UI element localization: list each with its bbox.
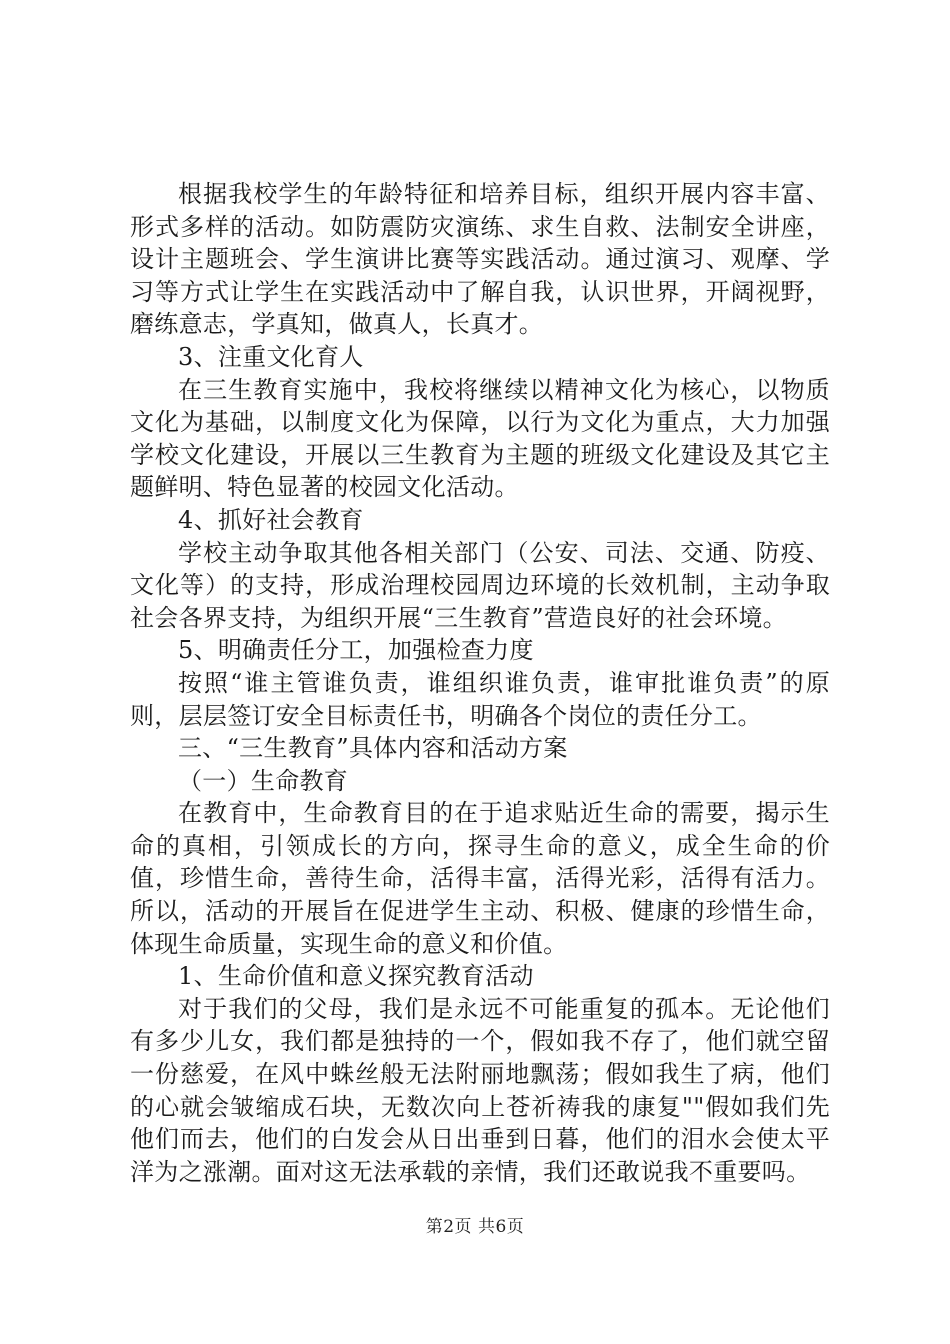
page-footer: 第2页 共6页	[425, 1217, 525, 1237]
subsection-heading-life-education: （一）生命教育	[178, 766, 349, 795]
heading-social-education: 4、抓好社会教育	[178, 505, 364, 534]
heading-responsibility: 5、明确责任分工，加强检查力度	[178, 636, 534, 665]
paragraph-responsibility: 按照“谁主管谁负责，谁组织谁负责，谁审批谁负责”的原则，层层签订安全目标责任书，明确各个岗位的责任分工。	[130, 668, 830, 730]
section-heading-content: 三、“三生教育”具体内容和活动方案	[178, 734, 568, 763]
paragraph-culture: 在三生教育实施中，我校将继续以精神文化为核心，以物质文化为基础，以制度文化为保障，以行为文化为重点，大力加强学校文化建设，开展以三生教育为主题的班级文化建设及其它主题鲜明、特色显著的校园文化活动。	[130, 375, 830, 502]
heading-life-value: 1、生命价值和意义探究教育活动	[178, 962, 534, 991]
heading-culture: 3、注重文化育人	[178, 342, 364, 371]
paragraph-parents: 对于我们的父母，我们是永远不可能重复的孤本。无论他们有多少儿女，我们都是独持的一个，假如我不存了，他们就空留一份慈爱，在风中蛛丝般无法附丽地飘荡；假如我生了病，他们的心就会皱缩成石块，无数次向上苍祈祷我的康复""假如我们先他们而去，他们的白发会从日出垂到日暮，他们的泪水会使太平洋为之涨潮。面对这无法承载的亲情，我们还敢说我不重要吗。	[130, 994, 830, 1186]
paragraph-life-education: 在教育中，生命教育目的在于追求贴近生命的需要，揭示生命的真相，引领成长的方向，探寻生命的意义，成全生命的价值，珍惜生命，善待生命，活得丰富，活得光彩，活得有活力。所以，活动的开展旨在促进学生主动、积极、健康的珍惜生命，体现生命质量，实现生命的意义和价值。	[130, 799, 830, 958]
paragraph-activities: 根据我校学生的年龄特征和培养目标，组织开展内容丰富、形式多样的活动。如防震防灾演练、求生自救、法制安全讲座，设计主题班会、学生演讲比赛等实践活动。通过演习、观摩、学习等方式让学生在实践活动中了解自我，认识世界，开阔视野，磨练意志，学真知，做真人，长真才。	[130, 180, 830, 339]
document-body	[130, 178, 830, 1188]
paragraph-social-education: 学校主动争取其他各相关部门（公安、司法、交通、防疫、文化等）的支持，形成治理校园周边环境的长效机制，主动争取社会各界支持，为组织开展“三生教育”营造良好的社会环境。	[130, 538, 830, 632]
